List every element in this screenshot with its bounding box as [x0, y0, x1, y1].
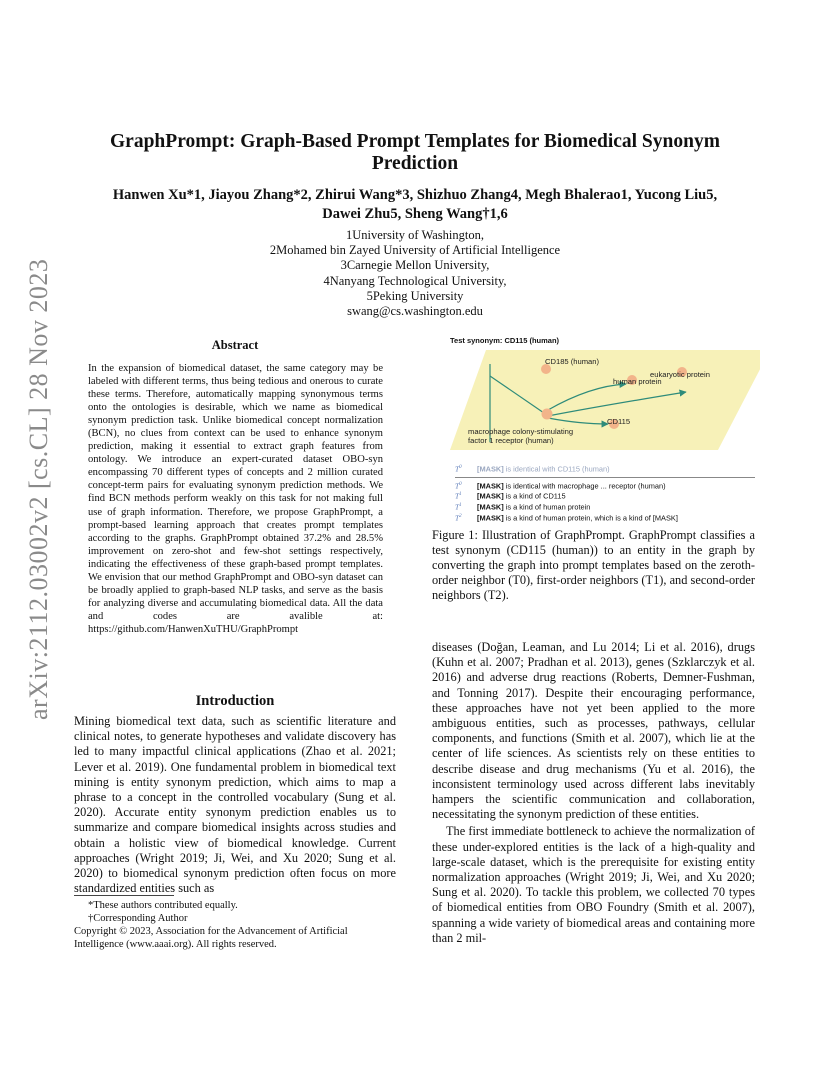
right-column-text — [432, 640, 755, 946]
legend-symbol: $T^2$ — [455, 513, 462, 523]
legend-symbol: $T^0$ — [455, 464, 462, 474]
legend-row: $T^1$ [MASK] is a kind of CD115 — [455, 491, 566, 501]
footnote-equal-contribution: *These authors contributed equally. — [88, 900, 238, 911]
node-center — [542, 409, 553, 420]
legend-row: $T^0$ [MASK] is identical with macrophage ... receptor (human) — [455, 481, 666, 491]
legend-symbol: $T^1$ — [455, 491, 462, 501]
label-eukaryotic-protein: eukaryotic protein — [650, 370, 710, 379]
affiliation-4: 4Nanyang Technological University, — [323, 273, 507, 288]
authors-line-1: Hanwen Xu*1, Jiayou Zhang*2, Zhirui Wang*3, Shizhuo Zhang4, Megh Bhalerao1, Yucong Liu5, — [112, 187, 718, 203]
paragraph: diseases (Doğan, Leaman, and Lu 2014; Li et al. 2016), drugs (Kuhn et al. 2007; Pradhan et al. 2013), genes (Szklarczyk et al. 2016) and adverse drug reactions (Roberts, Demner-Fushman, and Tonning 2017). Despite their encouraging performance, these approaches have not yet been applied to the more ambiguous entities, such as processes, pathways, cellular components, and functions (Smith et al. 2007), which lie at the center of life sciences. As scientists rely on these entities to describe disease and drug mechanisms (Yu et al. 2016), the inconsistent terminology used across different labs inevitably hampers the scientific communication and collaboration, necessitating the synonym prediction of these entities. — [432, 640, 755, 822]
affiliation-2: 2Mohamed bin Zayed University of Artificial Intelligence — [269, 243, 561, 258]
author-list — [70, 186, 760, 224]
legend-symbol: $T^1$ — [455, 502, 462, 512]
figure-caption: Figure 1: Illustration of GraphPrompt. GraphPrompt classifies a test synonym (CD115 (human)) to an entity in the graph by converting the graph into prompt templates based on the zeroth-order neighbor (T0), first-order neighbors (T1), and second-order neighbors (T2). — [432, 528, 755, 603]
affiliations — [150, 228, 680, 319]
footnote-divider — [74, 895, 174, 896]
legend-row: $T^0$ [MASK] is identical with CD115 (human) — [455, 464, 610, 474]
legend-symbol: $T^0$ — [455, 481, 462, 491]
introduction-heading: Introduction — [195, 693, 275, 709]
paper-title: GraphPrompt: Graph-Based Prompt Templates for Biomedical Synonym Prediction — [110, 131, 720, 174]
footnote-corresponding: †Corresponding Author — [88, 913, 188, 924]
legend-row: $T^2$ [MASK] is a kind of human protein, which is a kind of [MASK] — [455, 513, 678, 523]
label-macrophage: macrophage colony-stimulating factor 1 receptor (human) — [468, 427, 574, 445]
copyright-notice: Copyright © 2023, Association for the Advancement of Artificial Intelligence (www.aaai.org). All rights reserved. — [74, 926, 348, 950]
label-human-protein: human protein — [613, 377, 662, 386]
introduction-text: Mining biomedical text data, such as scientific literature and clinical notes, to generate hypotheses and validate discovery has led to many impactful clinical applications (Zhao et al. 2021; Lever et al. 2019). One fundamental problem in biomedical text mining is entity synonym prediction, which aims to map a phrase to a concept in the controlled vocabulary (Sung et al. 2020). Accurate entity synonym prediction enables us to summarize and compare biomedical insights across studies and obtain a holistic view of biomedical knowledge. Current approaches (Wright 2019; Ji, Wei, and Xu 2020; Sung et al. 2020) to biomedical synonym prediction often focus on more standardized entities such as — [74, 714, 396, 896]
graph-illustration — [450, 346, 760, 466]
affiliation-5: 5Peking University — [366, 288, 464, 303]
footnotes — [74, 899, 396, 951]
figure-legend — [455, 463, 755, 522]
abstract-heading: Abstract — [211, 338, 259, 352]
affiliation-3: 3Carnegie Mellon University, — [340, 258, 490, 273]
affiliation-1: 1University of Washington, — [346, 228, 484, 242]
abstract-text: In the expansion of biomedical dataset, the same category may be labeled with different terms, thus being tedious and onerous to curate these terms. Therefore, automatically mapping synonymous terms onto the ontologies is desirable, which we name as biomedical synonym prediction task. Unlike biomedical concept normalization (BCN), no clues from context can be used to enhance synonym prediction, making it essential to extract graph features from ontology. We introduce an expert-curated dataset OBO-syn encompassing 70 different types of concepts and 2 million curated concept-term pairs for evaluating synonym prediction methods. We find BCN methods perform weakly on this task for not making full use of graph information. Therefore, we propose GraphPrompt, a prompt-based learning approach that creates prompt templates according to the graphs. GraphPrompt obtained 37.2% and 28.5% improvement on zero-shot and few-shot settings respectively, indicating the effectiveness of these graph-based prompt templates. We envision that our method GraphPrompt and OBO-syn dataset can be broadly applied to graph-based NLP tasks, and serve as the basis for analyzing diverse and accumulating biomedical data. All the data and codes are avalible at: https://github.com/HanwenXuTHU/GraphPrompt — [88, 363, 383, 635]
label-cd185: CD185 (human) — [545, 357, 600, 366]
contact-email: swang@cs.washington.edu — [347, 304, 483, 319]
legend-divider — [455, 477, 755, 478]
label-cd115: CD115 — [607, 417, 631, 426]
legend-row: $T^1$ [MASK] is a kind of human protein — [455, 502, 591, 512]
paragraph: The first immediate bottleneck to achieve the normalization of these under-explored entities is the lack of a high-quality and large-scale dataset, which is the prerequisite for existing entity normalization approaches (Wright 2019; Ji, Wei, and Xu 2020; Sung et al. 2020). To tackle this problem, we collected 70 types of biomedical entities from OBO Foundry (Smith et al. 2007), spanning a wide variety of biomedical areas and containing more than 2 mil- — [432, 824, 755, 945]
figure-title: Test synonym: CD115 (human) — [450, 336, 560, 345]
arxiv-side-stamp: arXiv:2112.03002v2 [cs.CL] 28 Nov 2023 — [24, 258, 53, 720]
authors-line-2: Dawei Zhu5, Sheng Wang†1,6 — [322, 206, 508, 222]
